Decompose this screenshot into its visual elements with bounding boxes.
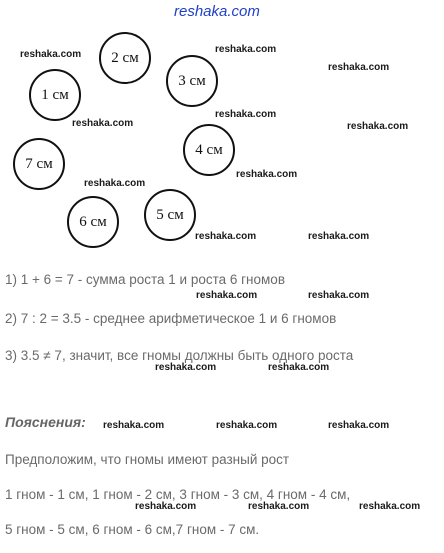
gnome-circle-6: 6 см: [67, 196, 119, 248]
gnome-circle-7: 7 см: [13, 138, 65, 190]
watermark: reshaka.com: [20, 49, 82, 60]
watermark: reshaka.com: [308, 290, 370, 301]
watermark: reshaka.com: [216, 420, 278, 431]
gnome-circle-4: 4 см: [183, 124, 235, 176]
watermark: reshaka.com: [84, 178, 146, 189]
watermark: reshaka.com: [196, 290, 258, 301]
watermark: reshaka.com: [359, 501, 421, 512]
gnome-circle-3: 3 см: [166, 55, 218, 107]
solution-step-3: 3) 3.5 ≠ 7, значит, все гномы должны быть одного роста: [5, 348, 354, 363]
watermark: reshaka.com: [195, 231, 257, 242]
explanation-intro: Предположим, что гномы имеют разный рост: [5, 452, 290, 467]
gnome-circle-1: 1 см: [29, 69, 81, 121]
solution-step-1: 1) 1 + 6 = 7 - сумма роста 1 и роста 6 гномов: [5, 272, 285, 287]
explanation-heading: Пояснения:: [5, 414, 86, 430]
watermark: reshaka.com: [72, 118, 134, 129]
watermark: reshaka.com: [236, 169, 298, 180]
watermark: reshaka.com: [328, 62, 390, 73]
watermark: reshaka.com: [135, 501, 197, 512]
watermark: reshaka.com: [215, 44, 277, 55]
watermark: reshaka.com: [248, 501, 310, 512]
solution-step-2: 2) 7 : 2 = 3.5 - среднее арифметическое 1 и 6 гномов: [5, 311, 337, 326]
gnome-circle-5: 5 см: [144, 189, 196, 241]
explanation-line-2: 5 гном - 5 см, 6 гном - 6 см,7 гном - 7 см.: [5, 522, 260, 537]
gnome-circle-2: 2 см: [99, 32, 151, 84]
site-watermark-top: reshaka.com: [174, 3, 260, 20]
watermark: reshaka.com: [155, 362, 217, 373]
watermark: reshaka.com: [328, 420, 390, 431]
watermark: reshaka.com: [347, 121, 409, 132]
watermark: reshaka.com: [103, 420, 165, 431]
watermark: reshaka.com: [308, 231, 370, 242]
watermark: reshaka.com: [268, 362, 330, 373]
watermark: reshaka.com: [215, 109, 277, 120]
explanation-line-1: 1 гном - 1 см, 1 гном - 2 см, 3 гном - 3 см, 4 гном - 4 см,: [5, 487, 351, 502]
